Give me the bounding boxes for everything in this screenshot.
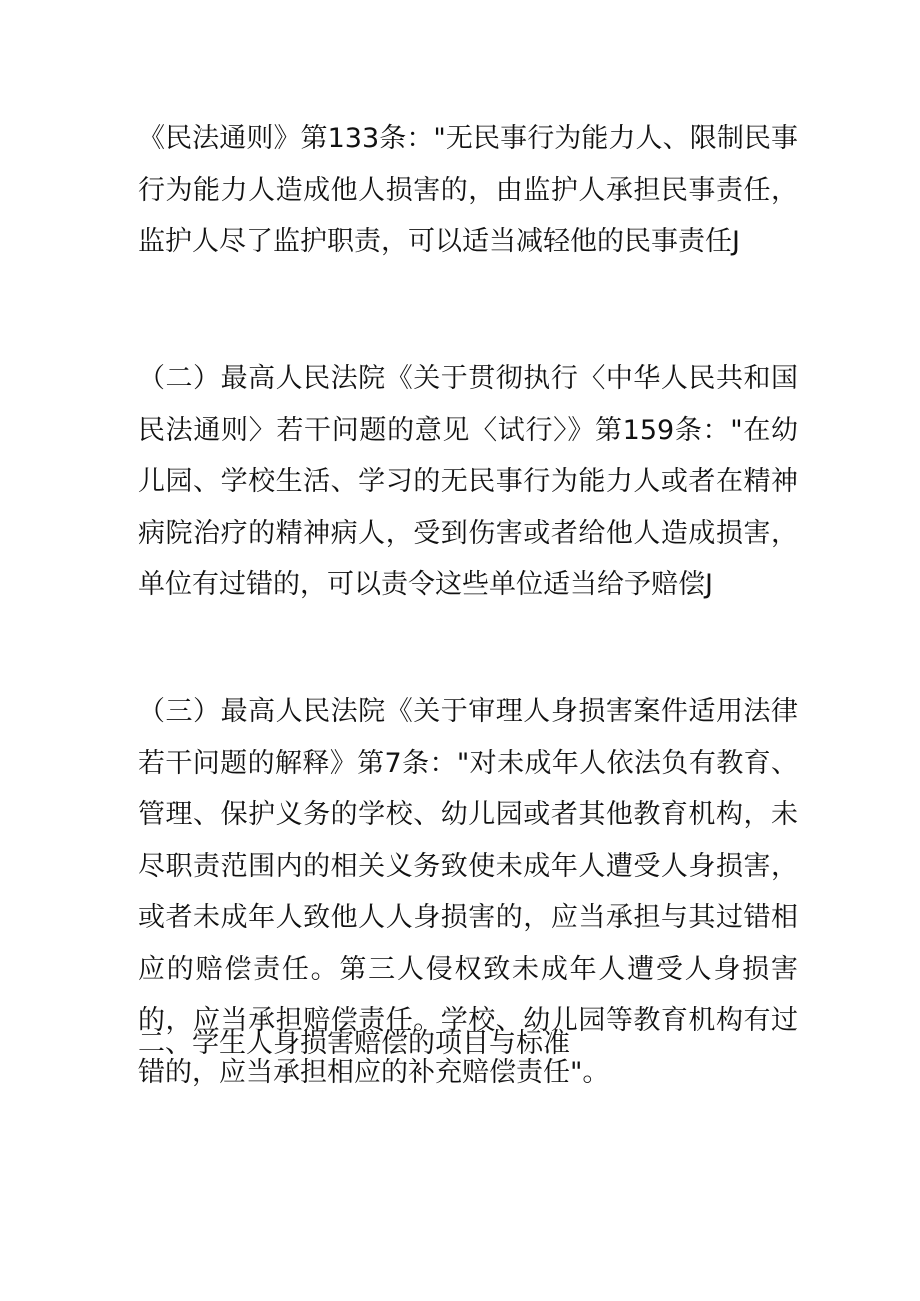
paragraph-supreme-court-opinion-article-159: （二）最高人民法院《关于贯彻执行〈中华人民共和国民法通则〉若干问题的意见〈试行〉》第159条："在幼儿园、学校生活、学习的无民事行为能力人或者在精神病院治疗的精神病人，受到伤害或者给他人造成损害，单位有过错的，可以责令这些单位适当给予赔偿J: [138, 363, 798, 600]
paragraph-supreme-court-interpretation-article-7: （三）最高人民法院《关于审理人身损害案件适用法律若干问题的解释》第7条："对未成年人依法负有教育、管理、保护义务的学校、幼儿园或者其他教育机构，未尽职责范围内的相关义务致使未成年人遭受人身损害，或者未成年人致他人人身损害的，应当承担与其过错相应的赔偿责任。第三人侵权致未成年人遭受人身损害的，应当承担赔偿责任。学校、幼儿园等教育机构有过错的，应当承担相应的补充赔偿责任"。: [138, 696, 798, 1088]
paragraph-civil-law-article-133: 《民法通则》第133条："无民事行为能力人、限制民事行为能力人造成他人损害的，由监护人承担民事责任，监护人尽了监护职责，可以适当减轻他的民事责任J: [138, 123, 798, 257]
section-heading: 二、学生人身损害赔偿的项目与标准: [138, 1028, 570, 1059]
